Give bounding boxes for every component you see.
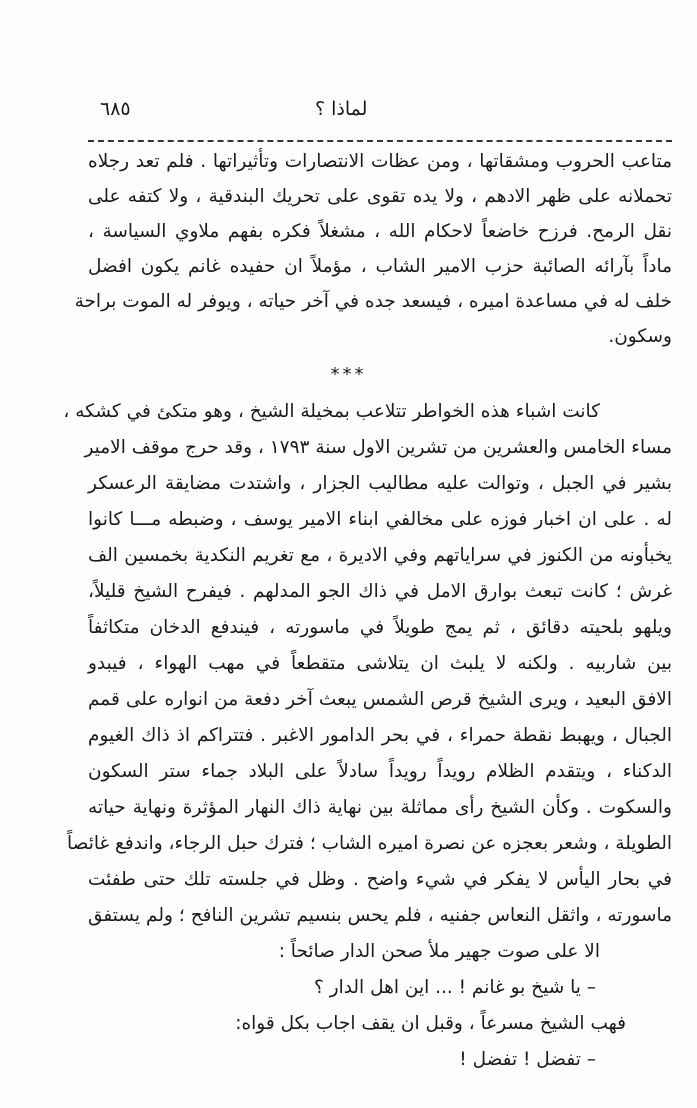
- text-line: – يا شيخ بو غانم ! ... اين اهل الدار ؟: [313, 977, 596, 998]
- text-line: غرش ؛ كانت تبعث بوارق الامل في ذاك الجو المدلهم . فيفرح الشيخ قليلاً،: [88, 581, 672, 602]
- text-line: مساء الخامس والعشرين من تشرين الاول سنة ١٧٩٣ ، وقد حرج موقف الامير: [84, 437, 672, 458]
- text-line: ماسورته ، واثقل النعاس جفنيه ، فلم يحس بنسيم تشرين النافح ؛ ولم يستفق: [88, 905, 672, 926]
- text-line: والسكوت . وكأن الشيخ رأى مماثلة بين نهاية ذاك النهار المؤثرة ونهاية حياته: [88, 797, 672, 818]
- text-line: في بحار اليأس لا يفكر في شيء واضح . وظل في جلسته تلك حتى طفئت: [88, 869, 672, 890]
- header-rule: [88, 140, 672, 142]
- text-line: – تفضل ! تفضل !: [459, 1049, 596, 1070]
- text-line: الطويلة ، وشعر بعجزه عن نصرة اميره الشاب ؛ فترك حبل الرجاء، واندفع غائصاً: [67, 833, 672, 854]
- text-line: خلف له في مساعدة اميره ، فيسعد جده في آخر حياته ، ويوفر له الموت براحة: [74, 291, 672, 312]
- text-line: الدكناء ، ويتقدم الظلام رويداً رويداً سادلاً على البلاد جماء ستر السكون: [88, 761, 672, 782]
- text-line: الا على صوت جهير ملأ صحن الدار صائحاً :: [278, 941, 600, 962]
- text-line: له . على ان اخبار فوزه على مخالفي ابناء الامير يوسف ، وضبطه مـــا كانوا: [88, 509, 672, 530]
- text-line: فهب الشيخ مسرعاً ، وقبل ان يقف اجاب بكل قواه:: [235, 1013, 626, 1034]
- text-line: كانت اشباء هذه الخواطر تتلاعب بمخيلة الشيخ ، وهو متكئ في كشكه ،: [63, 401, 600, 422]
- text-line: بشير في الجبل ، وتوالت عليه مطاليب الجزار ، واشتدت مضايقة الرعسكر: [88, 473, 672, 494]
- text-line: وسكون.: [608, 326, 672, 347]
- text-line: نقل الرمح. فرزح خاضعاً لاحكام الله ، مشغلاً فكره بفهم ملاوي السياسة ،: [88, 221, 672, 242]
- running-title: لماذا ؟: [315, 98, 368, 120]
- text-line: متاعب الحروب ومشقاتها ، ومن عظات الانتصارات وتأثيراتها . فلم تعد رجلاه: [88, 151, 672, 172]
- text-line: الجبال ، ويهبط نقطة حمراء ، في بحر الدامور الاغبر . فتتراكم اذ ذاك الغيوم: [88, 725, 672, 746]
- text-line: ويلهو بلحيته دقائق ، ثم يمج طويلاً في ماسورته ، فيندفع الدخان متكاثفاً: [88, 617, 672, 638]
- text-line: تحملانه على ظهر الادهم ، ولا يده تقوى على تحريك البندقية ، ولا كتفه على: [88, 186, 672, 207]
- text-line: يخبأونه من الكنوز في سراياتهم وفي الاديرة ، مع تغريم النكدية بخمسين الف: [88, 545, 672, 566]
- text-line: بين شاربيه . ولكنه لا يلبث ان يتلاشى متقطعاً في مهب الهواء ، فيبدو: [88, 653, 672, 674]
- section-separator: ***: [330, 364, 367, 385]
- text-line: ماداً بآرائه الصائبة حزب الامير الشاب ، مؤملاً ان حفيده غانم يكون افضل: [88, 256, 672, 277]
- page-number: ٦٨٥: [100, 98, 131, 120]
- text-line: الافق البعيد ، ويرى الشيخ قرص الشمس يبعث آخر دفعة من انواره على قمم: [88, 689, 672, 710]
